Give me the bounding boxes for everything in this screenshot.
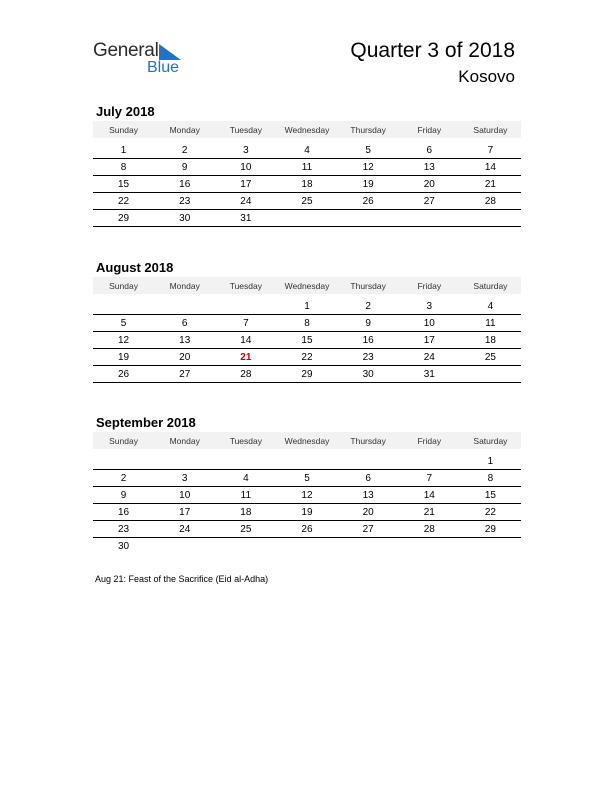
- day-cell: 11: [460, 315, 521, 332]
- weekday-header: Tuesday: [215, 432, 276, 449]
- day-cell: 4: [460, 298, 521, 315]
- day-cell: 25: [276, 193, 337, 210]
- day-cell: 22: [460, 504, 521, 521]
- weekday-header: Wednesday: [276, 277, 337, 294]
- empty-day-cell: [154, 538, 215, 555]
- day-cell: 4: [215, 470, 276, 487]
- empty-day-cell: [460, 538, 521, 555]
- day-cell: 5: [338, 142, 399, 159]
- day-cell: 17: [154, 504, 215, 521]
- day-cell: 17: [399, 332, 460, 349]
- calendar-table: [93, 121, 521, 227]
- day-cell: 27: [338, 521, 399, 538]
- empty-day-cell: [154, 453, 215, 470]
- week-row: [93, 315, 521, 332]
- day-cell: 27: [154, 366, 215, 383]
- day-cell: 8: [276, 315, 337, 332]
- day-cell: 2: [93, 470, 154, 487]
- day-cell: 16: [93, 504, 154, 521]
- day-cell: 28: [460, 193, 521, 210]
- day-cell: 17: [215, 176, 276, 193]
- day-cell: 6: [399, 142, 460, 159]
- weekday-header: Saturday: [460, 432, 521, 449]
- week-row: [93, 470, 521, 487]
- weekday-header-row: [93, 432, 521, 449]
- day-cell: 29: [93, 210, 154, 227]
- day-cell: 13: [338, 487, 399, 504]
- day-cell: 21: [460, 176, 521, 193]
- day-cell: 29: [276, 366, 337, 383]
- empty-day-cell: [276, 538, 337, 555]
- week-row: [93, 504, 521, 521]
- day-cell: 11: [276, 159, 337, 176]
- weekday-header: Thursday: [338, 432, 399, 449]
- empty-day-cell: [460, 210, 521, 227]
- day-cell: 13: [154, 332, 215, 349]
- logo-general-text: General: [93, 40, 159, 61]
- day-cell: 14: [215, 332, 276, 349]
- weekday-header-row: [93, 121, 521, 138]
- weekday-header: Saturday: [460, 277, 521, 294]
- day-cell: 20: [399, 176, 460, 193]
- month-july: [93, 103, 521, 227]
- day-cell: 18: [215, 504, 276, 521]
- weekday-header: Sunday: [93, 277, 154, 294]
- day-cell: 24: [154, 521, 215, 538]
- week-row: [93, 142, 521, 159]
- day-cell: 3: [215, 142, 276, 159]
- weekday-header: Monday: [154, 432, 215, 449]
- empty-day-cell: [215, 298, 276, 315]
- day-cell: 3: [399, 298, 460, 315]
- week-row: [93, 193, 521, 210]
- weekday-header: Thursday: [338, 121, 399, 138]
- page-title: Quarter 3 of 2018: [350, 39, 515, 62]
- day-cell: 19: [276, 504, 337, 521]
- weekday-header: Sunday: [93, 432, 154, 449]
- day-cell: 21: [399, 504, 460, 521]
- day-cell: 10: [215, 159, 276, 176]
- day-cell: 22: [276, 349, 337, 366]
- day-cell: 30: [154, 210, 215, 227]
- week-row: [93, 453, 521, 470]
- day-cell: 31: [215, 210, 276, 227]
- day-cell: 23: [338, 349, 399, 366]
- day-cell: 2: [154, 142, 215, 159]
- day-cell: 28: [215, 366, 276, 383]
- day-cell: 26: [276, 521, 337, 538]
- week-row: [93, 210, 521, 227]
- empty-day-cell: [93, 453, 154, 470]
- week-row: [93, 159, 521, 176]
- week-row: [93, 521, 521, 538]
- day-cell: 13: [399, 159, 460, 176]
- weekday-header: Saturday: [460, 121, 521, 138]
- weekday-header: Friday: [399, 432, 460, 449]
- weekday-header: Tuesday: [215, 121, 276, 138]
- day-cell: 10: [154, 487, 215, 504]
- week-row: [93, 332, 521, 349]
- day-cell: 6: [154, 315, 215, 332]
- day-cell: 3: [154, 470, 215, 487]
- day-cell: 18: [460, 332, 521, 349]
- week-row: [93, 349, 521, 366]
- day-cell: 18: [276, 176, 337, 193]
- day-cell: 7: [215, 315, 276, 332]
- country-name: Kosovo: [458, 67, 515, 86]
- day-cell: 15: [460, 487, 521, 504]
- month-title: August 2018: [96, 260, 174, 275]
- day-cell: 20: [154, 349, 215, 366]
- day-cell: 10: [399, 315, 460, 332]
- weekday-header-row: [93, 277, 521, 294]
- empty-day-cell: [399, 210, 460, 227]
- week-row: [93, 487, 521, 504]
- weekday-header: Friday: [399, 121, 460, 138]
- empty-day-cell: [215, 453, 276, 470]
- day-cell: 24: [215, 193, 276, 210]
- day-cell: 6: [338, 470, 399, 487]
- week-row: [93, 366, 521, 383]
- day-cell: 19: [93, 349, 154, 366]
- empty-day-cell: [154, 298, 215, 315]
- holiday-note: Aug 21: Feast of the Sacrifice (Eid al-Adha): [95, 574, 269, 584]
- day-cell: 25: [215, 521, 276, 538]
- month-august: [93, 259, 521, 383]
- generalblue-logo: [93, 40, 193, 80]
- day-cell: 21: [215, 349, 276, 366]
- day-cell: 12: [338, 159, 399, 176]
- day-cell: 5: [276, 470, 337, 487]
- day-cell: 29: [460, 521, 521, 538]
- empty-day-cell: [338, 210, 399, 227]
- day-cell: 19: [338, 176, 399, 193]
- week-row: [93, 538, 521, 555]
- day-cell: 9: [154, 159, 215, 176]
- day-cell: 30: [118, 540, 130, 552]
- day-cell: 25: [460, 349, 521, 366]
- weekday-header: Monday: [154, 121, 215, 138]
- empty-day-cell: [338, 453, 399, 470]
- month-title: July 2018: [96, 104, 155, 119]
- weekday-header: Tuesday: [215, 277, 276, 294]
- day-cell: 26: [338, 193, 399, 210]
- day-cell: 12: [93, 332, 154, 349]
- day-cell: 16: [338, 332, 399, 349]
- day-cell: 23: [154, 193, 215, 210]
- weekday-header: Thursday: [338, 277, 399, 294]
- day-cell: 2: [338, 298, 399, 315]
- day-cell: 31: [399, 366, 460, 383]
- day-cell: 11: [215, 487, 276, 504]
- day-cell: 1: [276, 298, 337, 315]
- logo-triangle-icon: [159, 44, 181, 60]
- weekday-header: Sunday: [93, 121, 154, 138]
- calendar-table: [93, 277, 521, 383]
- empty-day-cell: [276, 210, 337, 227]
- day-cell: 7: [399, 470, 460, 487]
- day-cell: 8: [93, 159, 154, 176]
- day-cell: 28: [399, 521, 460, 538]
- day-cell: 30: [338, 366, 399, 383]
- day-cell: 16: [154, 176, 215, 193]
- empty-day-cell: [460, 366, 521, 383]
- day-cell: 20: [338, 504, 399, 521]
- day-cell: 1: [460, 453, 521, 470]
- day-cell: 9: [338, 315, 399, 332]
- day-cell: 23: [93, 521, 154, 538]
- empty-day-cell: [338, 538, 399, 555]
- day-cell: 14: [399, 487, 460, 504]
- day-cell: 26: [93, 366, 154, 383]
- day-cell: 12: [276, 487, 337, 504]
- weekday-header: Friday: [399, 277, 460, 294]
- weekday-header: Wednesday: [276, 432, 337, 449]
- day-cell: 15: [276, 332, 337, 349]
- weekday-header: Wednesday: [276, 121, 337, 138]
- day-cell: 7: [460, 142, 521, 159]
- month-title: September 2018: [96, 415, 196, 430]
- day-cell: 5: [93, 315, 154, 332]
- day-cell: 4: [276, 142, 337, 159]
- day-cell: 24: [399, 349, 460, 366]
- day-cell: 9: [93, 487, 154, 504]
- empty-day-cell: [399, 538, 460, 555]
- empty-day-cell: [93, 298, 154, 315]
- day-cell: 15: [93, 176, 154, 193]
- day-cell: 14: [460, 159, 521, 176]
- week-row: [93, 298, 521, 315]
- logo-blue-text: Blue: [147, 59, 180, 76]
- month-september: [93, 414, 521, 554]
- week-row: [93, 176, 521, 193]
- day-cell: 1: [93, 142, 154, 159]
- day-cell: 27: [399, 193, 460, 210]
- day-cell: 8: [460, 470, 521, 487]
- weekday-header: Monday: [154, 277, 215, 294]
- empty-day-cell: [215, 538, 276, 555]
- calendar-table: [93, 432, 521, 554]
- empty-day-cell: [276, 453, 337, 470]
- day-cell: 22: [93, 193, 154, 210]
- empty-day-cell: [399, 453, 460, 470]
